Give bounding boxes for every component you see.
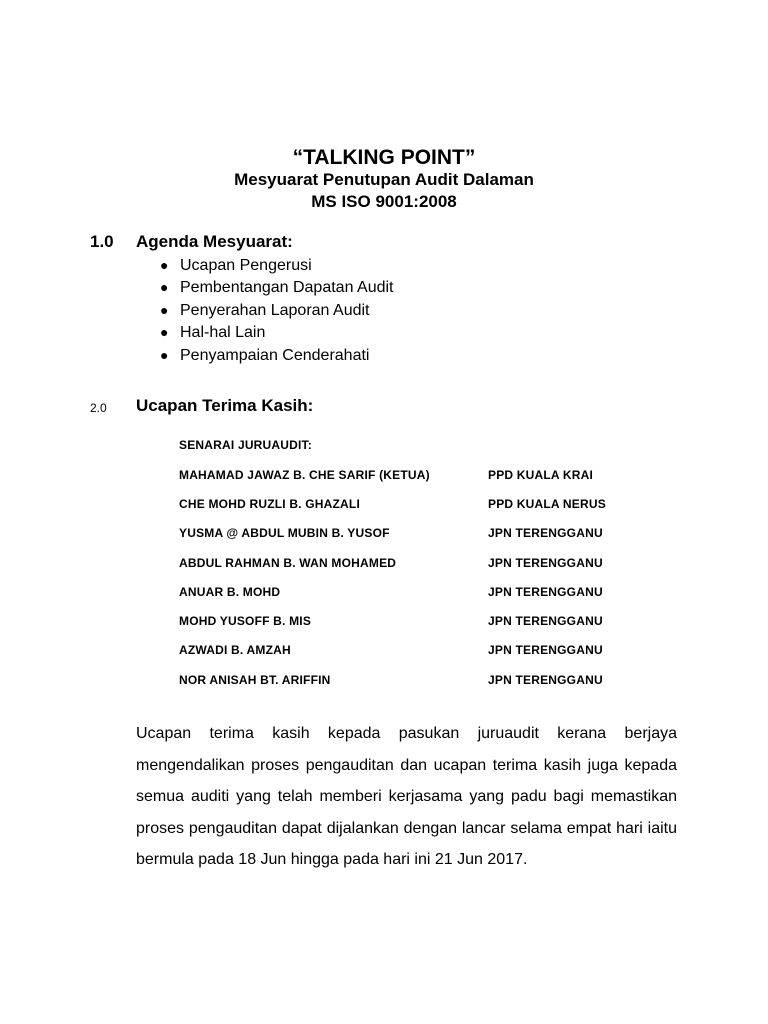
auditor-name: NOR ANISAH BT. ARIFFIN xyxy=(179,673,331,687)
agenda-list xyxy=(160,254,394,366)
list-item xyxy=(160,344,394,366)
agenda-item-label: Penyerahan Laporan Audit xyxy=(180,301,370,319)
auditor-name: MAHAMAD JAWAZ B. CHE SARIF (KETUA) xyxy=(179,468,430,482)
bullet-icon: ● xyxy=(160,301,169,318)
auditor-roster xyxy=(179,437,606,687)
table-row xyxy=(179,525,639,541)
document-subtitle: Mesyuarat Penutupan Audit Dalaman xyxy=(234,170,534,189)
bullet-icon: ● xyxy=(160,324,169,341)
auditor-office: JPN TERENGGANU xyxy=(488,556,603,570)
auditor-name: MOHD YUSOFF B. MIS xyxy=(179,614,312,628)
table-row xyxy=(179,613,639,629)
bullet-icon: ● xyxy=(160,346,169,363)
list-item xyxy=(160,321,394,343)
table-row xyxy=(179,467,639,483)
auditor-office: JPN TERENGGANU xyxy=(488,614,603,628)
section-1-heading: Agenda Mesyuarat: xyxy=(136,232,293,251)
list-item xyxy=(160,276,394,298)
list-item xyxy=(160,254,394,276)
auditor-name: AZWADI B. AMZAH xyxy=(179,643,291,657)
document-title: “TALKING POINT” xyxy=(292,146,476,169)
auditor-office: JPN TERENGGANU xyxy=(488,643,603,657)
auditor-name: ANUAR B. MOHD xyxy=(179,585,281,599)
auditor-name: YUSMA @ ABDUL MUBIN B. YUSOF xyxy=(179,526,390,540)
bullet-icon: ● xyxy=(160,257,169,273)
list-item xyxy=(160,299,394,321)
bullet-icon: ● xyxy=(160,279,169,296)
auditor-office: JPN TERENGGANU xyxy=(488,673,603,687)
agenda-item-label: Penyampaian Cenderahati xyxy=(180,346,370,364)
standard-reference: MS ISO 9001:2008 xyxy=(311,192,457,211)
section-2-heading: Ucapan Terima Kasih: xyxy=(136,396,314,415)
auditor-name: CHE MOHD RUZLI B. GHAZALI xyxy=(179,497,360,511)
auditor-name: ABDUL RAHMAN B. WAN MOHAMED xyxy=(179,556,397,570)
table-row xyxy=(179,496,639,512)
thank-you-paragraph: Ucapan terima kasih kepada pasukan juruaudit kerana berjaya mengendalikan proses pengauditan dan ucapan terima kasih juga kepada semua auditi yang telah memberi kerjasama yang padu bagi memastikan proses pengauditan dapat dijalankan dengan lancar selama empat hari iaitu bermula pada 18 Jun hingga pada hari ini 21 Jun 2017. xyxy=(136,725,677,868)
auditor-office: JPN TERENGGANU xyxy=(488,526,603,540)
agenda-item-label: Hal-hal Lain xyxy=(180,324,266,342)
auditor-office: JPN TERENGGANU xyxy=(488,585,603,599)
auditor-office: PPD KUALA NERUS xyxy=(488,497,606,511)
section-2-number: 2.0 xyxy=(90,401,107,415)
roster-caption: SENARAI JURUAUDIT: xyxy=(179,438,312,452)
auditor-office: PPD KUALA KRAI xyxy=(488,468,594,482)
agenda-item-label: Ucapan Pengerusi xyxy=(180,257,312,274)
table-row xyxy=(179,584,639,600)
table-row xyxy=(179,642,639,658)
section-1-number: 1.0 xyxy=(90,232,114,251)
agenda-item-label: Pembentangan Dapatan Audit xyxy=(180,279,394,297)
table-row xyxy=(179,555,639,571)
table-row xyxy=(179,672,639,688)
